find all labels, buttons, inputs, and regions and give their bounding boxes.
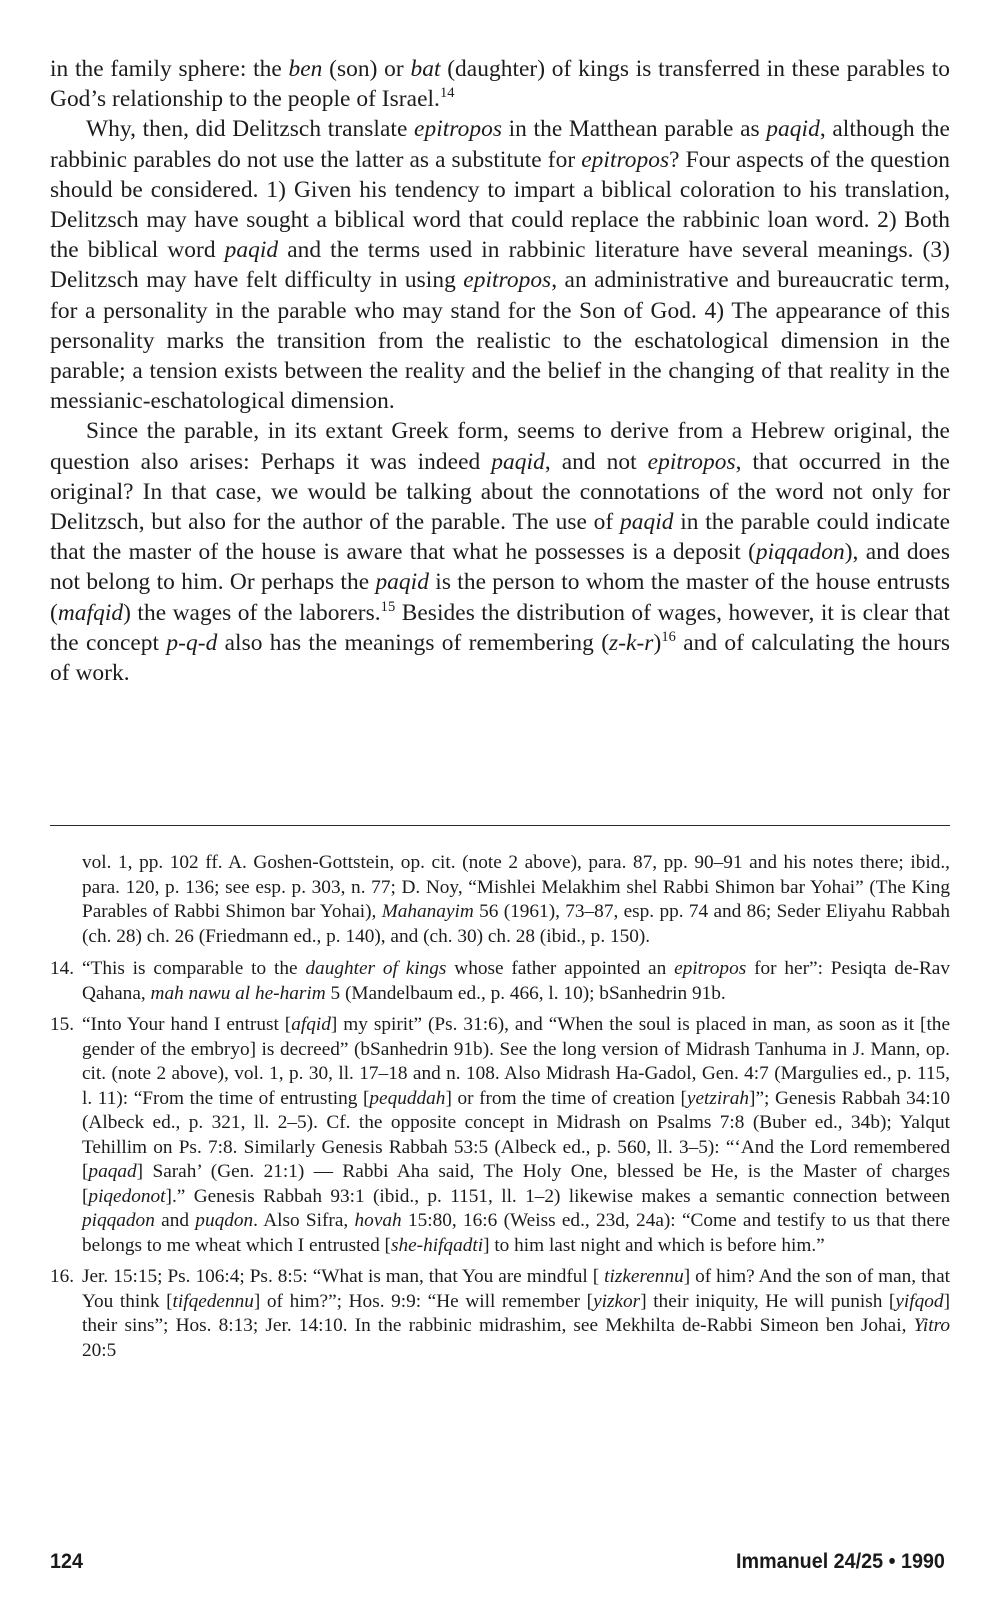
footnote-separator-rule xyxy=(50,825,950,826)
journal-issue-line: Immanuel 24/25 • 1990 xyxy=(736,1550,945,1573)
footnote-number: 16. xyxy=(50,1266,75,1287)
footnote-text: “Into Your hand I entrust [afqid] my spirit” (Ps. 31:6), and “When the soul is placed in man, as soon as it [the gender of the embryo] is decreed” (bSanhedrin 91b). See the long version of Midrash Tanhuma in J. Mann, op. cit. (note 2 above), vol. 1, p. 30, ll. 17–18 and n. 108. Also Midrash Ha-Gadol, Gen. 4:7 (Margulies ed., p. 115, l. 11): “From the time of entrusting [pequddah] or from the time of creation [yetzirah]”; Genesis Rabbah 34:10 (Albeck ed., p. 321, ll. 2–5). Cf. the opposite concept in Midrash on Psalms 7:8 (Buber ed., 34b); Yalqut Tehillim on Ps. 7:8. Similarly Genesis Rabbah 53:5 (Albeck ed., p. 560, ll. 3–5): “‘And the Lord remembered [paqad] Sarah’ (Gen. 21:1) — Rabbi Aha said, The Holy One, blessed be He, is the Master of charges [piqedonot].” Genesis Rabbah 93:1 (ibid., p. 1151, ll. 1–2) likewise makes a semantic connection between piqqadon and puqdon. Also Sifra, hovah 15:80, 16:6 (Weiss ed., 23d, 24a): “Come and testify to us that there belongs to me wheat which I entrusted [she-hifqadti] to him last night and which is before him.” xyxy=(82,1014,951,1256)
footnote-number: 14. xyxy=(50,958,75,979)
main-body-text xyxy=(50,54,950,688)
footnotes-section xyxy=(50,851,950,1370)
footnote-number: 15. xyxy=(50,1014,75,1035)
footnote-text: “This is comparable to the daughter of kings whose father appointed an epitropos for her”: Pesiqta de-Rav Qahana, mah nawu al he-harim 5 (Mandelbaum ed., p. 466, l. 10); bSanhedrin 91b. xyxy=(82,958,950,1004)
page-number: 124 xyxy=(50,1550,83,1573)
body-paragraph: Since the parable, in its extant Greek form, seems to derive from a Hebrew original, the question also arises: Perhaps it was indeed paqid, and not epitropos, that occurred in the original? In that case, we would be talking about the connotations of the word not only for Delitzsch, but also for the author of the parable. The use of paqid in the parable could indicate that the master of the house is aware that what he possesses is a deposit (piqqadon), and does not belong to him. Or perhaps the paqid is the person to whom the master of the house entrusts (mafqid) the wages of the laborers.$^{15}$ Besides the distribution of wages, however, it is clear that the concept p-q-d also has the meanings of remembering $(z-k-r)^{16}$ and of calculating the hours of work. xyxy=(50,418,951,687)
footnote xyxy=(50,1265,950,1363)
footnote-continuation xyxy=(50,851,950,949)
footnote xyxy=(50,957,950,1006)
body-paragraph: in the family sphere: the ben (son) or bat (daughter) of kings is transferred in these parables to God’s relationship to the people of Israel.$^{14}$ xyxy=(50,56,950,113)
footnote xyxy=(50,1013,950,1258)
footnote-text: vol. 1, pp. 102 ff. A. Goshen-Gottstein, op. cit. (note 2 above), para. 87, pp. 90–91 and his notes there; ibid., para. 120, p. 136; see esp. p. 303, n. 77; D. Noy, “Mishlei Melakhim shel Rabbi Shimon bar Yohai” (The King Parables of Rabbi Shimon bar Yohai), Mahanayim 56 (1961), 73–87, esp. pp. 74 and 86; Seder Eliyahu Rabbah (ch. 28) ch. 26 (Friedmann ed., p. 140), and (ch. 30) ch. 28 (ibid., p. 150). xyxy=(82,852,950,947)
footnote-text: Jer. 15:15; Ps. 106:4; Ps. 8:5: “What is man, that You are mindful [ tizkerennu] of him? And the son of man, that You think [tifqedennu] of him?”; Hos. 9:9: “He will remember [yizkor] their iniquity, He will punish [yifqod] their sins”; Hos. 8:13; Jer. 14:10. In the rabbinic midrashim, see Mekhilta de-Rabbi Simeon ben Johai, Yitro 20:5 xyxy=(82,1266,950,1361)
body-paragraph: Why, then, did Delitzsch translate epitropos in the Matthean parable as paqid, although the rabbinic parables do not use the latter as a substitute for epitropos? Four aspects of the question should be considered. 1) Given his tendency to impart a biblical coloration to his translation, Delitzsch may have sought a biblical word that could replace the rabbinic loan word. 2) Both the biblical word paqid and the terms used in rabbinic literature have several meanings. (3) Delitzsch may have felt difficulty in using epitropos, an administrative and bureaucratic term, for a personality in the parable who may stand for the Son of God. 4) The appearance of this personality marks the transition from the realistic to the eschatological dimension in the parable; a tension exists between the reality and the belief in the changing of that reality in the messianic-eschatological dimension. xyxy=(50,116,950,415)
